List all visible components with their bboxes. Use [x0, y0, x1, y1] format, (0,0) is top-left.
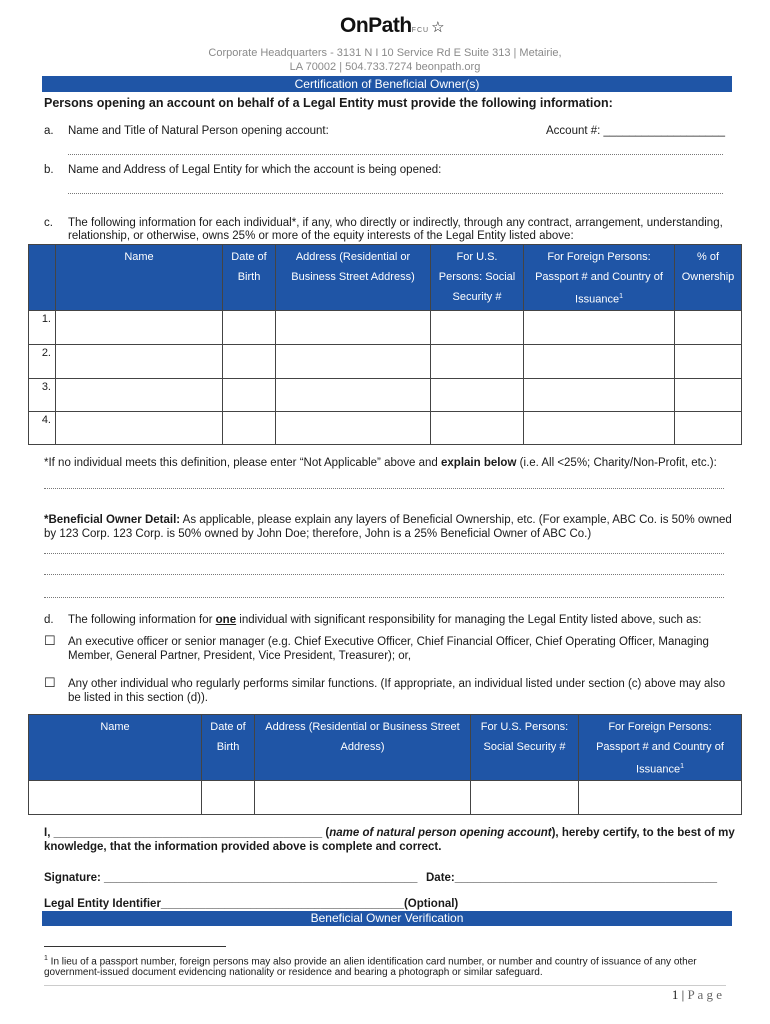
- certify-line-1: I, __________________________________________ (name of natural person opening account), hereby certify, to the best of my: [44, 827, 735, 839]
- section-a-text: Name and Title of Natural Person opening account:: [68, 125, 329, 137]
- legal-entity-identifier-field[interactable]: Legal Entity Identifier______________________________________(Optional): [44, 898, 459, 910]
- owner-passport-cell[interactable]: [524, 310, 675, 344]
- owner-passport-cell[interactable]: [524, 411, 675, 444]
- option-1-text-2: Member, General Partner, President, Vice President, Treasurer); or,: [68, 650, 412, 662]
- detail-fill-line[interactable]: [44, 597, 724, 598]
- table1-header-name: Name: [56, 245, 223, 311]
- logo-name: OnPath: [340, 14, 412, 37]
- control-name-cell[interactable]: [29, 780, 202, 814]
- table1-header-address: Address (Residential or Business Street Address): [276, 245, 431, 311]
- onpath-logo: [340, 14, 444, 38]
- certify-line-2: knowledge, that the information provided above is complete and correct.: [44, 841, 442, 853]
- section-a-fill-line[interactable]: [68, 154, 723, 155]
- explanation-fill-line[interactable]: [44, 488, 724, 489]
- table2-header-address: Address (Residential or Business Street Address): [255, 715, 471, 781]
- owner-name-cell[interactable]: [56, 310, 223, 344]
- table2-header-ssn: For U.S. Persons: Social Security #: [471, 715, 579, 781]
- row-number: 3.: [29, 378, 56, 411]
- star-outline-icon: ☆: [431, 19, 445, 36]
- owner-percent-cell[interactable]: [675, 378, 742, 411]
- section-b-fill-line[interactable]: [68, 193, 723, 194]
- beneficial-owners-table: [28, 244, 742, 445]
- other-individual-checkbox[interactable]: ☐: [44, 675, 56, 690]
- owner-ssn-cell[interactable]: [431, 411, 524, 444]
- row-number: 4.: [29, 411, 56, 444]
- table1-header-index: [29, 245, 56, 311]
- owner-dob-cell[interactable]: [223, 411, 276, 444]
- table2-header-foreign: For Foreign Persons: Passport # and Country of Issuance$^1$: [579, 715, 742, 781]
- signature-field[interactable]: Signature: _________________________________________________: [44, 872, 418, 884]
- owner-ssn-cell[interactable]: [431, 344, 524, 378]
- logo-sub: FCU: [411, 27, 430, 34]
- option-1-text-1: An executive officer or senior manager (e.g. Chief Executive Officer, Chief Financial Officer, Chief Operating Officer, Managing: [68, 636, 709, 648]
- table2-header-row: [29, 715, 742, 781]
- table1-header-row: [29, 245, 742, 311]
- section-a-letter: a.: [44, 125, 54, 137]
- verification-band: Beneficial Owner Verification: [42, 911, 732, 926]
- table-row: [29, 780, 742, 814]
- owner-ssn-cell[interactable]: [431, 378, 524, 411]
- section-b-letter: b.: [44, 164, 54, 176]
- table1-header-ssn: For U.S. Persons: Social Security #: [431, 245, 524, 311]
- intro-heading: Persons opening an account on behalf of a Legal Entity must provide the following information:: [44, 96, 613, 110]
- control-address-cell[interactable]: [255, 780, 471, 814]
- date-field[interactable]: Date:_________________________________________: [426, 872, 717, 884]
- owner-dob-cell[interactable]: [223, 344, 276, 378]
- table-row: [29, 310, 742, 344]
- owner-dob-cell[interactable]: [223, 378, 276, 411]
- table-row: [29, 411, 742, 444]
- section-d-text: The following information for one individual with significant responsibility for managing the Legal Entity listed above, such as:: [68, 614, 702, 626]
- not-applicable-note: *If no individual meets this definition, please enter “Not Applicable” above and explain below (i.e. All <25%; Charity/Non-Profit, etc.):: [44, 457, 717, 469]
- account-number-field[interactable]: Account #: ___________________: [546, 125, 726, 137]
- control-person-table: [28, 714, 742, 815]
- owner-passport-cell[interactable]: [524, 378, 675, 411]
- table1-header-foreign: For Foreign Persons: Passport # and Country of Issuance$^1$: [524, 245, 675, 311]
- control-ssn-cell[interactable]: [471, 780, 579, 814]
- owner-name-cell[interactable]: [56, 378, 223, 411]
- option-2-text-2: be listed in this section (d)).: [68, 692, 208, 704]
- owner-address-cell[interactable]: [276, 310, 431, 344]
- page-number: 1 | P a g e: [671, 987, 722, 1002]
- detail-fill-line[interactable]: [44, 574, 724, 575]
- owner-passport-cell[interactable]: [524, 344, 675, 378]
- certification-title-band: Certification of Beneficial Owner(s): [42, 76, 732, 92]
- table1-header-ownership: % of Ownership: [675, 245, 742, 311]
- table2-header-dob: Date of Birth: [202, 715, 255, 781]
- detail-fill-line[interactable]: [44, 553, 724, 554]
- footnote-line-1: $^1$ In lieu of a passport number, foreign persons may also provide an alien identification card number, or number and country of issuance of any other: [44, 955, 697, 968]
- control-passport-cell[interactable]: [579, 780, 742, 814]
- row-number: 1.: [29, 310, 56, 344]
- owner-address-cell[interactable]: [276, 378, 431, 411]
- section-c-text-2: relationship, or otherwise, owns 25% or more of the equity interests of the Legal Entity listed above:: [68, 230, 574, 242]
- section-c-letter: c.: [44, 217, 53, 229]
- table2-header-name: Name: [29, 715, 202, 781]
- table-row: [29, 344, 742, 378]
- owner-ssn-cell[interactable]: [431, 310, 524, 344]
- owner-dob-cell[interactable]: [223, 310, 276, 344]
- owner-percent-cell[interactable]: [675, 411, 742, 444]
- table-row: [29, 378, 742, 411]
- owner-name-cell[interactable]: [56, 411, 223, 444]
- owner-detail-text-1: *Beneficial Owner Detail: As applicable, please explain any layers of Beneficial Ownership, etc. (For example, ABC Co. is 50% owned: [44, 514, 732, 526]
- owner-address-cell[interactable]: [276, 411, 431, 444]
- owner-detail-text-2: by 123 Corp. 123 Corp. is 50% owned by John Doe; therefore, John is a 25% Beneficial Owner of ABC Co.): [44, 528, 592, 540]
- section-b-text: Name and Address of Legal Entity for which the account is being opened:: [68, 164, 442, 176]
- owner-name-cell[interactable]: [56, 344, 223, 378]
- section-c-text-1: The following information for each individual*, if any, who directly or indirectly, through any contract, arrangement, understanding,: [68, 217, 723, 229]
- address-line-2: LA 70002 | 504.733.7274 beonpath.org: [289, 61, 481, 73]
- owner-percent-cell[interactable]: [675, 344, 742, 378]
- footer-rule: [44, 985, 726, 986]
- address-line-1: Corporate Headquarters - 3131 N I 10 Service Rd E Suite 313 | Metairie,: [208, 47, 562, 59]
- executive-officer-checkbox[interactable]: ☐: [44, 633, 56, 648]
- footnote-line-2: government-issued document evidencing nationality or residence and bearing a photograph or similar safeguard.: [44, 967, 543, 978]
- section-d-letter: d.: [44, 614, 54, 626]
- row-number: 2.: [29, 344, 56, 378]
- option-2-text-1: Any other individual who regularly performs similar functions. (If appropriate, an individual listed under section (c) above may also: [68, 678, 726, 690]
- control-dob-cell[interactable]: [202, 780, 255, 814]
- owner-address-cell[interactable]: [276, 344, 431, 378]
- table1-header-dob: Date of Birth: [223, 245, 276, 311]
- owner-percent-cell[interactable]: [675, 310, 742, 344]
- footnote-rule: [44, 946, 226, 947]
